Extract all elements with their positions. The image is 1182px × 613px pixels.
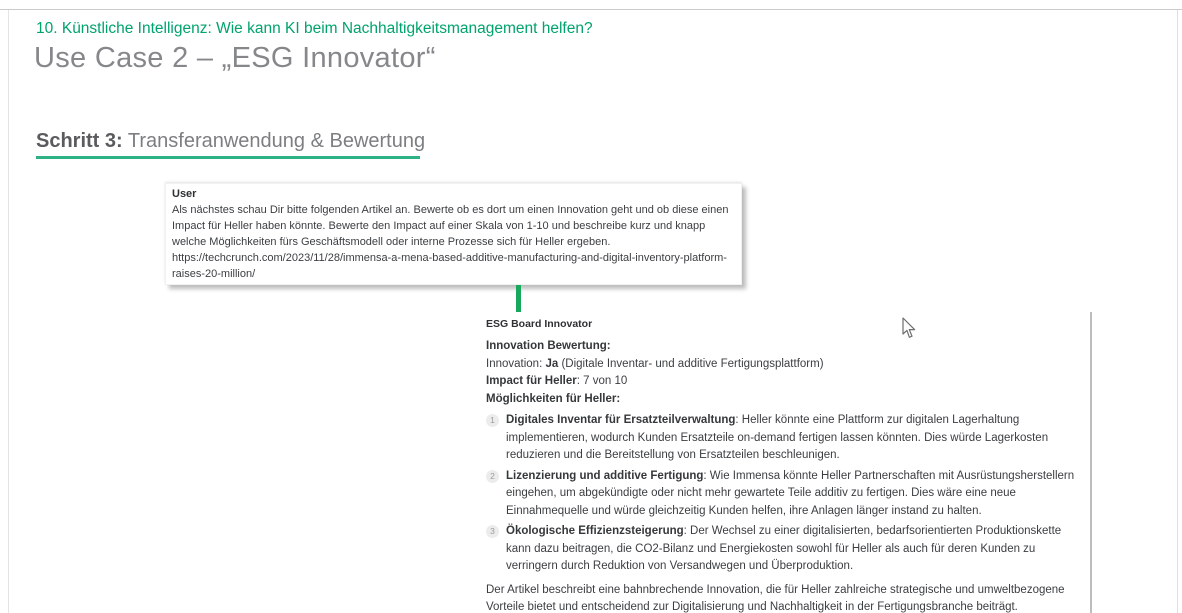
canvas-left-border: [8, 10, 9, 613]
page-title: Use Case 2 – „ESG Innovator“: [34, 42, 436, 74]
user-message-url: https://techcrunch.com/2023/11/28/immensa-a-mena-based-additive-manufacturing-and-digital-inventory-platform-raises-20-million/: [172, 252, 727, 280]
user-message-sender: User: [172, 188, 197, 200]
list-number-badge: 2: [486, 470, 499, 483]
message-connector-line: [516, 285, 521, 312]
list-item: 1 Digitales Inventar für Ersatzteilverwaltung: Heller könnte eine Plattform zur digitalen Lagerhaltung implementieren, wodurch Kunden Ersatzteile on-demand fertigen lassen könnten. Dies würde Lagerkosten reduzieren und die Bereitstellung von Ersatzteilen beschleunigen.: [486, 412, 1075, 465]
possibilities-heading: Möglichkeiten für Heller:: [486, 392, 621, 405]
user-message-card: [165, 183, 742, 285]
innovation-section-heading: Innovation Bewertung:: [486, 340, 611, 352]
chapter-kicker: 10. Künstliche Intelligenz: Wie kann KI beim Nachhaltigkeitsmanagement helfen?: [36, 20, 593, 37]
assistant-message-sender: ESG Board Innovator: [486, 318, 593, 330]
assistant-message-block: [486, 318, 1075, 613]
list-item: 2 Lizenzierung und additive Fertigung: Wie Immensa könnte Heller Partnerschaften mit Ausrüstungsherstellern eingehen, um abgekündigte oder nicht mehr gewartete Teile additiv zu fertigen. Dies wäre eine neue Einnahmequelle und würde gleichzeitig Kunden helfen, ihre Anlagen länger instand zu halten.: [486, 468, 1075, 521]
opportunity-list: [486, 412, 1075, 576]
step-underline-accent: [36, 156, 420, 159]
mouse-cursor-icon: [901, 317, 917, 340]
impact-value: : 7 von 10: [576, 375, 628, 387]
step-title: Transferanwendung & Bewertung: [122, 130, 426, 152]
step-heading: [36, 130, 425, 153]
step-label: Schritt 3:: [36, 130, 123, 152]
list-item: 3 Ökologische Effizienzsteigerung: Der Wechsel zu einer digitalisierten, bedarfsorientierten Produktionskette kann dazu beitragen, die CO2-Bilanz und Energiekosten sowohl für Heller als auch für deren Kunden zu verringern durch Reduktion von Versandwegen und Überproduktion.: [486, 523, 1075, 576]
closing-paragraph: Der Artikel beschreibt eine bahnbrechende Innovation, die für Heller zahlreiche strategische und umweltbezogene Vorteile bietet und entscheidend zur Digitalisierung und Nachhaltigkeit in der Fertigungsbranche beiträgt.: [486, 583, 1065, 613]
canvas-right-border: [1177, 10, 1178, 613]
response-right-border: [1090, 312, 1092, 613]
list-number-badge: 1: [486, 414, 499, 427]
innovation-line: Innovation: Ja (Digitale Inventar- und additive Fertigungsplattform): [486, 357, 824, 370]
canvas-top-border: [0, 9, 1182, 10]
innovation-value: Ja: [545, 357, 559, 370]
impact-line: Impact für Heller: 7 von 10: [486, 375, 628, 387]
list-number-badge: 3: [486, 525, 499, 538]
user-message-body: Als nächstes schau Dir bitte folgenden Artikel an. Bewerte ob es dort um einen Innovation geht und ob diese einen Impact für Heller haben könnte. Bewerte den Impact auf einer Skala von 1-10 und beschreibe kurz und knapp welche Möglichkeiten fürs Geschäftsmodell oder interne Prozesse sich für Heller ergeben.: [172, 204, 729, 248]
